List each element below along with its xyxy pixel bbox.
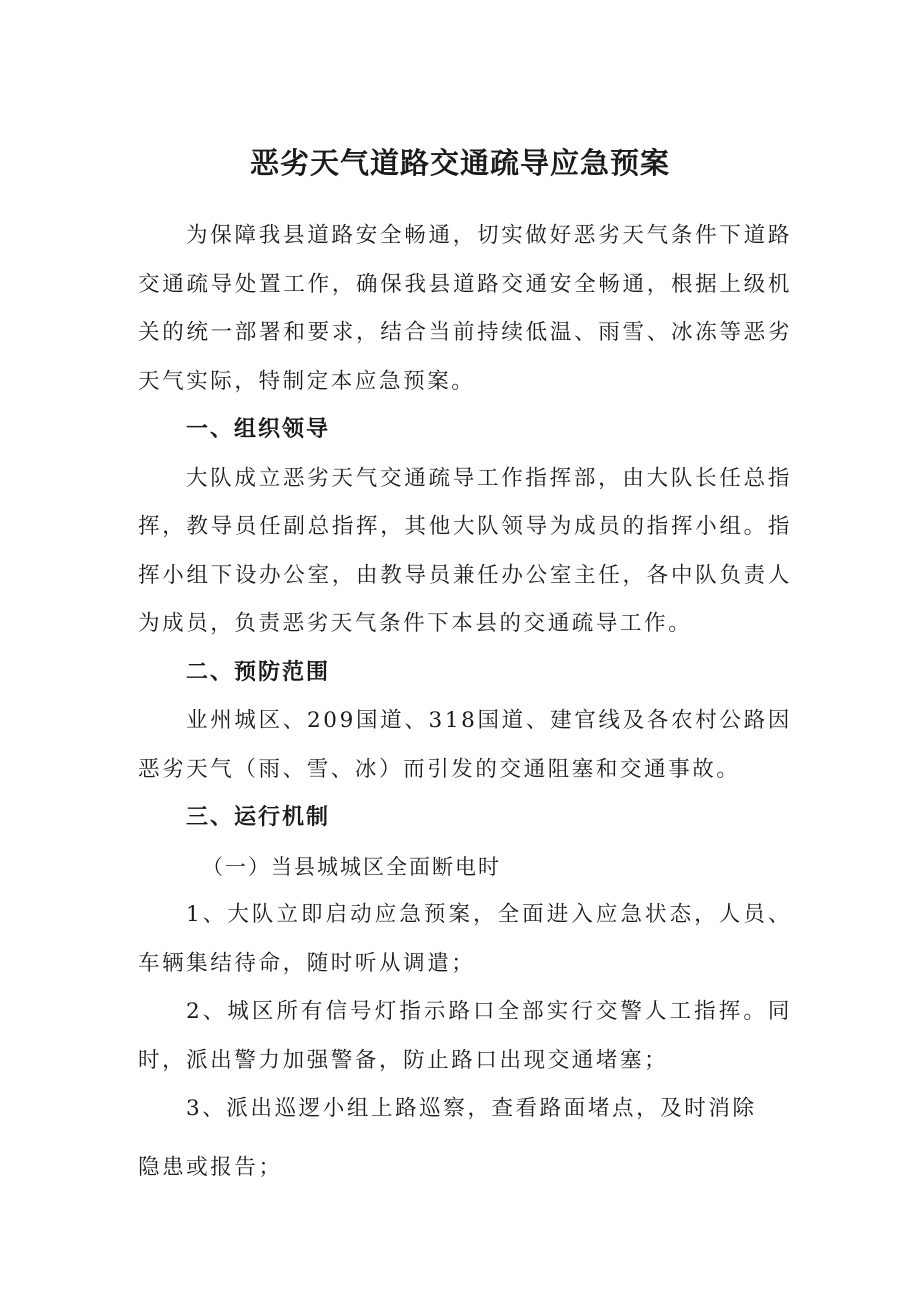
section-heading-mechanism: 三、运行机制 [186, 805, 331, 830]
mechanism-item-2: 2、城区所有信号灯指示路口全部实行交警人工指挥。同时，派出警力加强警备，防止路口出现交通堵塞； [138, 999, 792, 1073]
mechanism-item-3-line-2: 隐患或报告； [138, 1154, 283, 1180]
mechanism-item-3-line-1: 3、派出巡逻小组上路巡察，查看路面堵点，及时消除 [186, 1096, 757, 1121]
scope-paragraph: 业州城区、209国道、318国道、建官线及各农村公路因恶劣天气（雨、雪、冰）而引发的交通阻塞和交通事故。 [138, 708, 792, 782]
mechanism-item-1: 1、大队立即启动应急预案，全面进入应急状态，人员、车辆集结待命，随时听从调遣； [138, 902, 792, 976]
section-heading-scope: 二、预防范围 [186, 659, 331, 685]
intro-paragraph: 为保障我县道路安全畅通，切实做好恶劣天气条件下道路交通疏导处置工作，确保我县道路交通安全畅通，根据上级机关的统一部署和要求，结合当前持续低温、雨雪、冰冻等恶劣天气实际，特制定本应急预案。 [138, 223, 792, 394]
mechanism-item-3 [138, 1085, 792, 1192]
mechanism-subheading: （一）当县城城区全面断电时 [202, 854, 501, 879]
section-heading-organization: 一、组织领导 [186, 417, 331, 442]
document-body [138, 212, 792, 1192]
organization-paragraph: 大队成立恶劣天气交通疏导工作指挥部，由大队长任总指挥，教导员任副总指挥，其他大队领导为成员的指挥小组。指挥小组下设办公室，由教导员兼任办公室主任，各中队负责人为成员，负责恶劣天气条件下本县的交通疏导工作。 [138, 465, 792, 636]
document-title: 恶劣天气道路交通疏导应急预案 [249, 146, 670, 180]
